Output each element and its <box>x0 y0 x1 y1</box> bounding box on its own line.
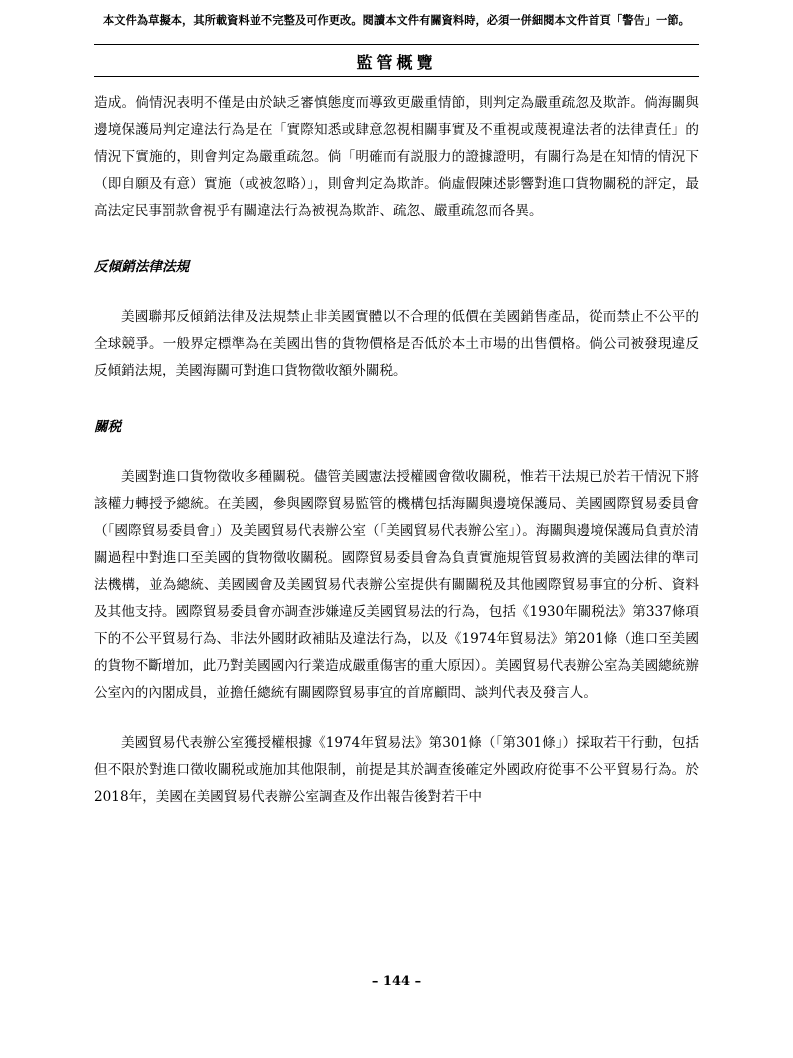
heading-tariffs: 關税 <box>94 419 122 435</box>
paragraph-intro: 造成。倘情況表明不僅是由於缺乏審慎態度而導致更嚴重情節，則判定為嚴重疏忽及欺詐。倘海關與邊境保護局判定違法行為是在「實際知悉或肆意忽視相關事實及不重視或蔑視違法者的法律責任」的情況下實施的，則會判定為嚴重疏忽。倘「明確而有説服力的證據證明，有關行為是在知情的情況下（即自願及有意）實施（或被忽略）」，則會判定為欺詐。倘虛假陳述影響對進口貨物關税的評定，最高法定民事罰款會視乎有關違法行為被視為欺詐、疏忽、嚴重疏忽而各異。 <box>94 95 699 219</box>
paragraph-section-301: 美國貿易代表辦公室獲授權根據《1974年貿易法》第301條（「第301條」）採取若干行動，包括但不限於對進口徵收關税或施加其他限制，前提是其於調查後確定外國政府從事不公平貿易行為。於2018年，美國在美國貿易代表辦公室調查及作出報告後對若干中 <box>94 735 699 805</box>
spacer <box>94 707 699 730</box>
spacer <box>94 281 699 304</box>
paragraph-antidumping: 美國聯邦反傾銷法律及法規禁止非美國實體以不合理的低價在美國銷售產品，從而禁止不公平的全球競爭。一般界定標準為在美國出售的貨物價格是否低於本土市場的出售價格。倘公司被發現違反反傾銷法規，美國海關可對進口貨物徵收額外關税。 <box>94 309 699 379</box>
page-number: – 144 – <box>371 974 422 989</box>
paragraph-tariffs: 美國對進口貨物徵收多種關税。儘管美國憲法授權國會徵收關税，惟若干法規已於若干情況下將該權力轉授予總統。在美國，參與國際貿易監管的機構包括海關與邊境保護局、美國國際貿易委員會（「國際貿易委員會」）及美國貿易代表辦公室（「美國貿易代表辦公室」）。海關與邊境保護局負責於清關過程中對進口至美國的貨物徵收關税。國際貿易委員會為負責實施規管貿易救濟的美國法律的準司法機構，並為總統、美國國會及美國貿易代表辦公室提供有關關税及其他國際貿易事宜的分析、資料及其他支持。國際貿易委員會亦調查涉嫌違反美國貿易法的行為，包括《1930年關税法》第337條項下的不公平貿易行為、非法外國財政補貼及違法行為，以及《1974年貿易法》第201條（進口至美國的貨物不斷增加，此乃對美國國內行業造成嚴重傷害的重大原因）。美國貿易代表辦公室為美國總統辦公室內的內閣成員，並擔任總統有關國際貿易事宜的首席顧問、談判代表及發言人。 <box>94 469 699 701</box>
spacer <box>94 225 699 254</box>
header-rule-bottom <box>94 76 699 77</box>
body-content <box>94 90 699 811</box>
heading-antidumping: 反傾銷法律法規 <box>94 259 190 275</box>
section-title: 監管概覽 <box>356 53 437 72</box>
header-rule-top <box>94 44 699 45</box>
spacer <box>94 441 699 464</box>
draft-disclaimer: 本文件為草擬本，其所載資料並不完整及可作更改。閱讀本文件有關資料時，必須一併細閱本文件首頁「警告」一節。 <box>103 13 690 27</box>
spacer <box>94 385 699 414</box>
